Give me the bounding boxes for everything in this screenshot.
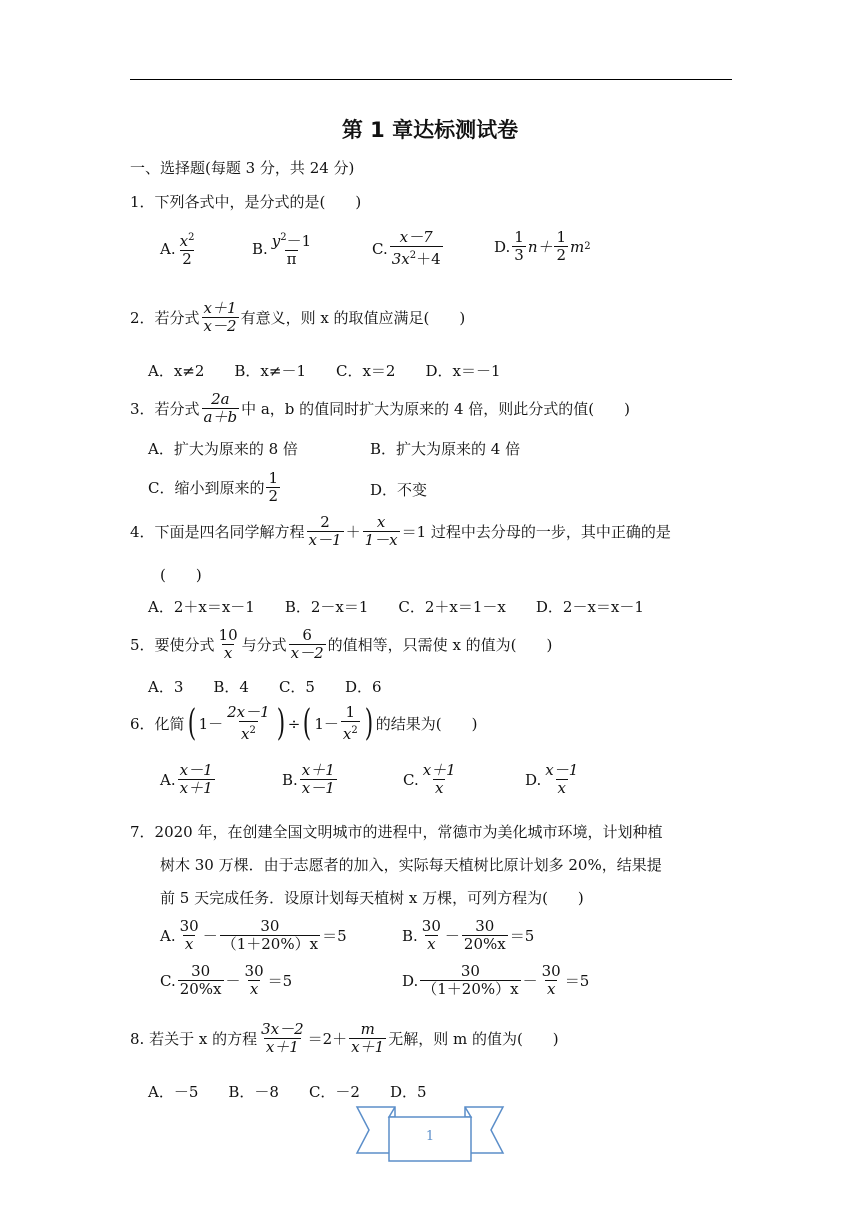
question-5-stem: 5．要使分式 $\frac{10}{x}$ 与分式 $\frac{6}{x-2}$ 的值相等，只需使 x 的值为( ) [130,626,553,662]
question-4-options: A．2＋x＝x－1 B．2－x＝1 C．2＋x＝1－x D．2－x＝x－1 [148,598,644,616]
q6-option-b: B. $\frac{x+1}{x-1}$ [282,761,335,797]
q1-option-d: D. $\frac{1}{3}$ n＋ $\frac{1}{2}$ m 2 [494,228,591,264]
question-4-paren: ( ) [160,566,202,584]
page-number: 1 [425,1129,435,1144]
q3-option-b: B．扩大为原来的 4 倍 [370,440,521,458]
section-heading: 一、选择题(每题 3 分，共 24 分) [130,159,355,177]
question-6-stem: 6．化简 ( 1－ $\frac{2x-1}{x^2}$ ) ÷ ( 1－ $\frac{1}{x^2}$ ) 的结果为( ) [130,702,478,744]
top-rule [130,79,732,80]
q1-option-a: A. $\frac{x^2}{2}$ [160,232,195,268]
q6-option-d: D. $\frac{x-1}{x}$ [525,761,579,797]
question-1-stem: 1．下列各式中，是分式的是( ) [130,193,362,211]
question-2-options: A．x≠2 B．x≠－1 C．x＝2 D．x＝－1 [148,362,501,380]
question-5-options: A．3 B．4 C．5 D．6 [148,678,382,696]
q7-option-a: A. $\frac{30}{x}$ － $\frac{30}{(1+20\%)x}$ ＝5 [160,917,347,953]
q7-option-c: C. $\frac{30}{20\%x}$ － $\frac{30}{x}$ ＝5 [160,962,293,998]
q1-option-c: C. $\frac{x-7}{3x^2+4}$ [372,228,441,268]
question-3-stem: 3．若分式 $\frac{2a}{a+b}$ 中 a，b 的值同时扩大为原来的 4 倍，则此分式的值( ) [130,390,630,426]
q3-option-a: A．扩大为原来的 8 倍 [148,440,298,458]
question-4-stem: 4．下面是四名同学解方程 $\frac{2}{x-1}$ ＋ $\frac{x}{1-x}$ ＝1 过程中去分母的一步，其中正确的是 [130,513,671,549]
q1-option-b: B. $\frac{y^2-1}{\pi}$ [252,232,312,268]
q7-option-b: B. $\frac{30}{x}$ － $\frac{30}{20\%x}$ ＝5 [402,917,535,953]
q6-option-a: A. $\frac{x-1}{x+1}$ [160,761,213,797]
q7-option-d: D. $\frac{30}{(1+20\%)x}$ － $\frac{30}{x}$ ＝5 [402,962,590,998]
question-8-stem: 8. 若关于 x 的方程 $\frac{3x-2}{x+1}$ ＝2＋ $\frac{m}{x+1}$ 无解，则 m 的值为( ) [130,1020,559,1056]
question-7-line-3: 前 5 天完成任务．设原计划每天植树 x 万棵，可列方程为( ) [160,889,584,907]
question-2-stem: 2．若分式 $\frac{x+1}{x-2}$ 有意义，则 x 的取值应满足( ) [130,299,466,335]
page-number-banner [355,1103,505,1163]
q6-option-c: C. $\frac{x+1}{x}$ [403,761,456,797]
question-7-line-1: 7．2020 年，在创建全国文明城市的进程中，常德市为美化城市环境，计划种植 [130,823,663,841]
question-7-line-2: 树木 30 万棵．由于志愿者的加入，实际每天植树比原计划多 20%，结果提 [160,856,662,874]
question-8-options: A．－5 B．－8 C．－2 D．5 [148,1083,427,1101]
q3-option-c: C．缩小到原来的 $\frac{1}{2}$ [148,469,279,505]
q3-option-d: D．不变 [370,481,428,499]
page-title: 第 1 章达标测试卷 [341,118,519,142]
